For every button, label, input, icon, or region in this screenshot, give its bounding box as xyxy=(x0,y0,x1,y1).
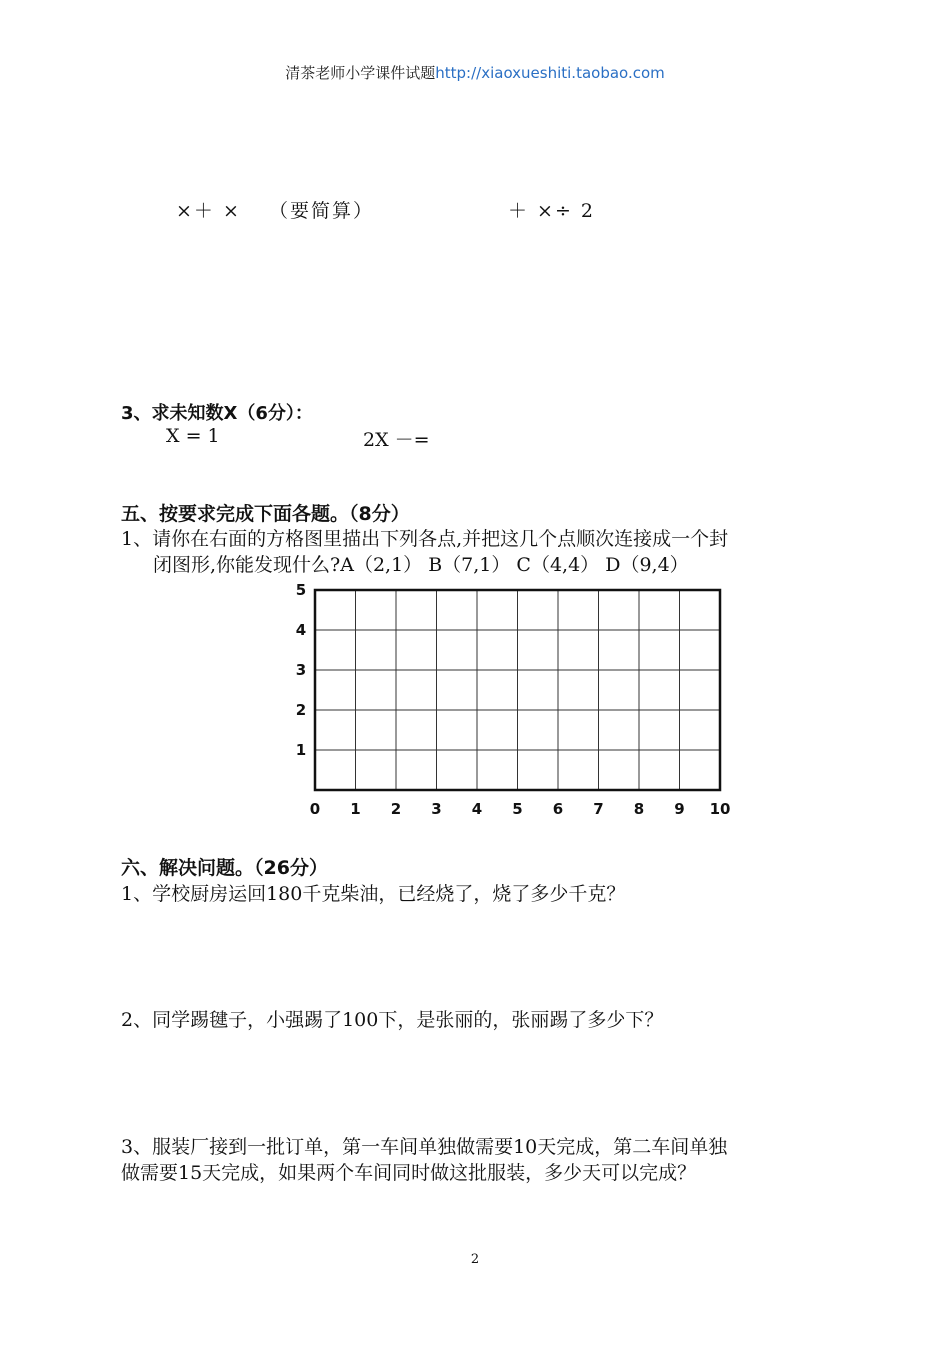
y-tick-label: 5 xyxy=(295,581,307,599)
section5-q1-line2: 闭图形,你能发现什么?A（2,1） B（7,1） C（4,4） D（9,4） xyxy=(153,554,689,576)
expression-left-text: ×＋ × xyxy=(176,200,241,222)
x-tick-label: 4 xyxy=(471,800,483,818)
q3-equation-2: 2X －= xyxy=(363,429,430,451)
section6-q2: 2、同学踢毽子，小强踢了100下，是张丽的，张丽踢了多少下？ xyxy=(121,1009,664,1031)
x-tick-label: 0 xyxy=(309,800,321,818)
section6-q1: 1、学校厨房运回180千克柴油，已经烧了，烧了多少千克？ xyxy=(121,883,626,905)
page-header xyxy=(0,62,950,83)
section5-q1-line1: 1、请你在右面的方格图里描出下列各点,并把这几个点顺次连接成一个封 xyxy=(121,528,729,550)
section6-q3-line1: 3、服装厂接到一批订单，第一车间单独做需要10天完成，第二车间单独 xyxy=(121,1136,728,1158)
coordinate-grid xyxy=(280,575,750,825)
x-tick-label: 6 xyxy=(552,800,564,818)
header-text: 清茶老师小学课件试题 xyxy=(285,64,436,82)
x-tick-label: 7 xyxy=(593,800,604,818)
x-tick-label: 1 xyxy=(350,800,361,818)
q3-equation-1: X = 1 xyxy=(166,425,220,447)
section6-title: 六、解决问题。（26分） xyxy=(121,857,328,879)
y-tick-label: 1 xyxy=(295,741,307,759)
section6-q3-line2: 做需要15天完成，如果两个车间同时做这批服装，多少天可以完成？ xyxy=(121,1162,697,1184)
y-tick-label: 2 xyxy=(295,701,307,719)
expression-right: ＋ ×÷ 2 xyxy=(508,200,596,222)
page-number: 2 xyxy=(470,1252,480,1267)
x-tick-label: 3 xyxy=(431,800,442,818)
x-tick-label: 5 xyxy=(512,800,523,818)
x-tick-label: 9 xyxy=(674,800,685,818)
x-tick-label: 8 xyxy=(633,800,645,818)
x-tick-label: 2 xyxy=(390,800,402,818)
q3-title: 3、求未知数X（6分）： xyxy=(121,403,313,424)
x-tick-label: 10 xyxy=(709,800,731,818)
expression-left xyxy=(176,196,374,223)
y-tick-label: 3 xyxy=(295,661,307,679)
section5-title: 五、按要求完成下面各题。（8分） xyxy=(121,503,410,525)
header-link[interactable]: http://xiaoxueshiti.taobao.com xyxy=(435,64,665,82)
y-tick-label: 4 xyxy=(295,621,307,639)
expression-left-note: （要简算） xyxy=(268,200,374,222)
grid-svg xyxy=(280,575,750,825)
